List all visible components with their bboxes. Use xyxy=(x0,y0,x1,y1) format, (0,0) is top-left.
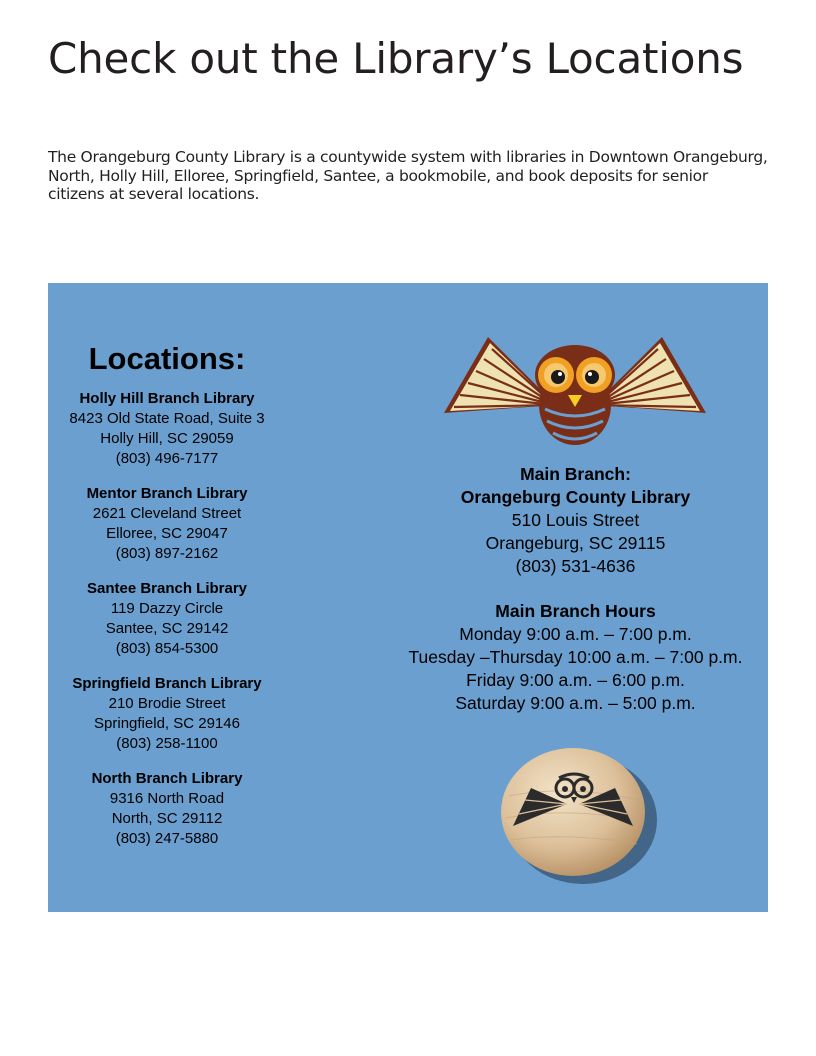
hours-monday: Monday 9:00 a.m. – 7:00 p.m. xyxy=(459,624,692,644)
main-branch-city: Orangeburg, SC 29115 xyxy=(485,533,666,553)
branch-name: Santee Branch Library xyxy=(86,580,248,597)
branch-street: 210 Brodie Street xyxy=(108,695,226,712)
locations-panel xyxy=(48,283,768,912)
branch-name: Mentor Branch Library xyxy=(86,485,248,502)
branch-city: Springfield, SC 29146 xyxy=(94,715,240,732)
branch-holly-hill xyxy=(48,389,286,469)
branch-phone: (803) 496-7177 xyxy=(115,450,219,467)
main-branch-label: Main Branch: xyxy=(520,464,631,484)
branch-springfield xyxy=(48,674,286,754)
branch-name: North Branch Library xyxy=(91,770,243,787)
branch-north xyxy=(48,769,286,849)
locations-heading: Locations: xyxy=(88,341,246,376)
main-branch-info xyxy=(348,463,803,715)
branch-street: 8423 Old State Road, Suite 3 xyxy=(69,410,265,427)
branch-phone: (803) 258-1100 xyxy=(116,735,218,752)
branch-santee xyxy=(48,579,286,659)
branch-street: 119 Dazzy Circle xyxy=(110,600,224,617)
branch-phone: (803) 247-5880 xyxy=(115,830,219,847)
main-branch-hours-heading: Main Branch Hours xyxy=(495,601,656,621)
branch-city: Santee, SC 29142 xyxy=(105,620,229,637)
branch-phone: (803) 897-2162 xyxy=(115,545,219,562)
main-branch-name: Orangeburg County Library xyxy=(460,487,691,507)
branch-city: North, SC 29112 xyxy=(111,810,223,827)
owl-wood-button-icon xyxy=(497,744,661,888)
hours-saturday: Saturday 9:00 a.m. – 5:00 p.m. xyxy=(455,693,696,713)
branch-city: Elloree, SC 29047 xyxy=(106,525,228,542)
branch-street: 9316 North Road xyxy=(109,790,225,807)
branch-phone: (803) 854-5300 xyxy=(115,640,219,657)
branch-list xyxy=(48,341,286,864)
main-branch-phone: (803) 531-4636 xyxy=(515,556,636,576)
owl-book-logo-icon xyxy=(444,335,706,449)
hours-tuesday-thursday: Tuesday –Thursday 10:00 a.m. – 7:00 p.m. xyxy=(408,647,743,667)
branch-street: 2621 Cleveland Street xyxy=(92,505,242,522)
hours-friday: Friday 9:00 a.m. – 6:00 p.m. xyxy=(466,670,685,690)
branch-name: Holly Hill Branch Library xyxy=(79,390,255,407)
intro-paragraph: The Orangeburg County Library is a countywide system with libraries in Downtown Orangeburg, North, Holly Hill, Elloree, Springfield, Santee, a bookmobile, and book deposits for senior citizens at several locations. xyxy=(48,148,768,203)
branch-mentor xyxy=(48,484,286,564)
branch-name: Springfield Branch Library xyxy=(72,675,262,692)
main-branch-street: 510 Louis Street xyxy=(511,510,640,530)
page-title: Check out the Library’s Locations xyxy=(48,34,744,83)
branch-city: Holly Hill, SC 29059 xyxy=(100,430,234,447)
